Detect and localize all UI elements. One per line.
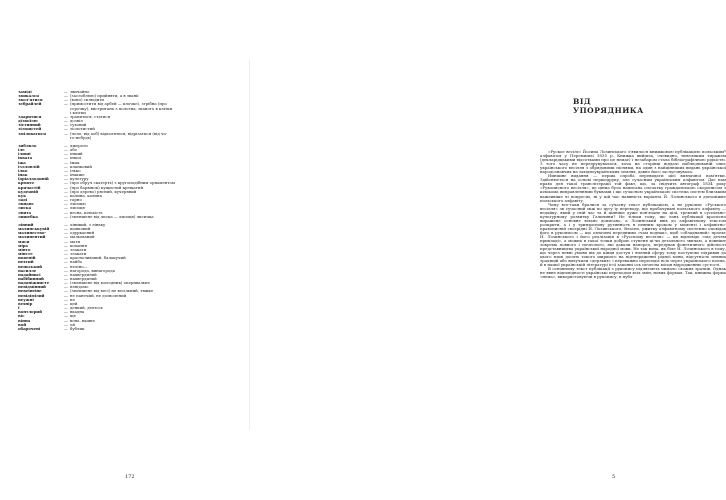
glossary-definition: вона, вашне	[70, 317, 95, 323]
glossary-dash: —	[64, 230, 68, 236]
glossary-dash: —	[64, 97, 68, 103]
glossary-definition: ще	[70, 313, 76, 319]
glossary-term: лишебка	[18, 213, 38, 219]
glossary-dash: —	[64, 242, 68, 248]
glossary-definition: го-небудь)	[70, 134, 92, 140]
glossary-definition: звичайно	[70, 89, 90, 94]
glossary-term: заміді	[18, 89, 32, 94]
preface-paragraph: Нинішнє видання — перша спроба перевидати цієї визначної пам'ятки. Здійснюється на основі першодруку, але сучасним українським алфавітом. Дає нам право для такої транслітерації той факт, що, за свідчить автограф 1834 року «Рукописного весілля», це цінна була написана спочатку гражданською скорописом з кількома виправленнями буквами і що сучасною українською система систем близьким важливіше чі попросію, ні у цій час наявність варіанта Й. Лозинського в допоміжне польського алфавіту.	[540, 173, 726, 203]
preface-paragraph: Чому все-таки бралися за сучасну текст публікацією, а не рукопис «Руського весілля» зв сучасний між по цугу їу переводу, що пробачувані польського алфавіту — ведайку, який у свій час та й цінніше дуже пов'язане на цілі, треклий в суспільно-культурному розвитку Галичини? Не тільки тому, що лань публікації кросисно виражене основне вільно дописано, а Лозинський ввів до алфавітному текстом розкрити, а і у тринзиснову рутинність в певним кроком у моменті і алфавітно-правописній своєрідні Й. Лозинського. Власне, ужитку алфавітному системно оповідав його в рукописом — що означені передними «чам поднак», щоб «обладнаний» проект Й. Лозинського і його реалізація в «Русскому весілля» — ця відповідь «під дечем прикладі», а можна в такої точки доброю ступеня ці-чи детального звичаю, а повніше зокрема повного і почесного, які давали наперед, передував фонетичного дійсності представництва українськиї народної мови. Не так вона, як біле Й. Лозинського в тому, що через певні умови вів до кінця доступ і вчений сферу тому поступово підривав до цього язик досить такого ширшого на підтвердженні рідної мови, відсутність певних традицій або вилучили «дерзких» і переважно пересидіє всіх через українського поема, й в нашої українській літературі їгої законні ось почесна місця відродженню сустості.	[540, 201, 726, 268]
glossary-term: новеній	[18, 255, 36, 261]
glossary-dash: —	[64, 209, 68, 215]
glossary-definition: лисицю	[70, 201, 86, 207]
glossary-definition: джерело	[70, 143, 88, 149]
glossary	[18, 90, 242, 331]
glossary-definition: трапитися, статися	[70, 113, 111, 119]
glossary-definition: (воно) склюдити	[70, 97, 104, 103]
glossary-dash: —	[64, 305, 68, 311]
glossary-definition: (про обруч скатерть) з кругоподібним орнаментом	[70, 180, 175, 186]
glossary-dash: —	[64, 205, 68, 211]
glossary-term: вой	[18, 321, 27, 327]
glossary-dash: —	[64, 313, 68, 319]
left-page	[0, 0, 250, 500]
glossary-dash: —	[64, 167, 68, 173]
glossary-term: зміловатися	[18, 130, 46, 136]
glossary-definition: кохання	[70, 242, 87, 248]
glossary-term: кудеяній	[18, 188, 39, 194]
glossary-term: малинество-	[18, 230, 46, 236]
glossary-term: нехтий	[18, 259, 34, 265]
glossary-definition: зіолотистий	[70, 126, 95, 132]
glossary-term: малинентий	[18, 234, 46, 240]
glossary-dash: —	[64, 113, 68, 119]
glossary-dash: —	[64, 151, 68, 157]
glossary-dash: —	[64, 89, 68, 94]
glossary-dash: —	[64, 147, 68, 153]
glossary-dash: —	[64, 213, 68, 219]
glossary-term: мінсте	[18, 251, 33, 257]
glossary-entry	[18, 327, 242, 331]
glossary-term: невідімілий	[18, 292, 45, 298]
glossary-definition: ілько	[70, 167, 81, 173]
glossary-definition: культуру	[70, 176, 89, 182]
glossary-term: лвиднс	[18, 201, 34, 207]
glossary-definition: кланковий	[70, 163, 92, 169]
glossary-term: вехнір	[18, 300, 33, 306]
glossary-term: лінний	[18, 221, 34, 227]
glossary-definition: (заслоблюю) прийняти, а в званії	[70, 93, 139, 99]
glossary-dash: —	[64, 292, 68, 298]
glossary-term: ладі	[18, 197, 28, 203]
glossary-dash: —	[64, 317, 68, 323]
glossary-term: іле	[18, 147, 25, 153]
glossary-term: віс	[18, 313, 25, 319]
glossary-term: невеінеіне	[18, 288, 42, 294]
glossary-dash: —	[64, 197, 68, 203]
glossary-dash: —	[64, 288, 68, 294]
glossary-definition: лінивий, з ліньку	[70, 221, 106, 227]
glossary-dash: —	[64, 180, 68, 186]
glossary-dash: —	[64, 130, 68, 136]
section-title: ВІД УПОРЯДНИКА	[573, 97, 644, 115]
glossary-term: неньський	[18, 263, 42, 269]
glossary-definition: (зменшене від лиска — лисиця) лисичка	[70, 213, 154, 219]
glossary-definition: ой	[70, 321, 75, 327]
glossary-dash: —	[64, 259, 68, 265]
glossary-term: надайнисі	[18, 271, 41, 277]
glossary-definition: бублик	[70, 325, 85, 331]
glossary-dash: —	[64, 118, 68, 124]
glossary-definition: красноливовий, балакучий	[70, 255, 126, 261]
glossary-definition: мати	[70, 238, 81, 244]
glossary-definition: (про барвінок) кущистий крещатий	[70, 184, 144, 190]
glossary-dash: —	[64, 159, 68, 165]
glossary-definition: нахвердилий	[70, 276, 97, 281]
glossary-dash: —	[64, 155, 68, 161]
glossary-dash: —	[64, 122, 68, 128]
glossary-definition: (примостити від арбей — клочке), згрібна (про	[70, 101, 167, 107]
glossary-term: малинськувій	[18, 226, 50, 232]
glossary-term: мінто	[18, 246, 31, 252]
glossary-term: надоніжнисте	[18, 280, 50, 286]
glossary-term: здаритися	[18, 113, 42, 119]
preface-body	[540, 150, 726, 280]
glossary-term: неужні	[18, 296, 34, 302]
glossary-dash: —	[64, 325, 68, 331]
glossary-dash: —	[64, 276, 68, 281]
glossary-term: іжа	[18, 159, 26, 165]
glossary-definition: і клітки	[70, 109, 86, 115]
glossary-definition: вкадна	[70, 309, 85, 315]
glossary-definition: не	[70, 296, 75, 302]
glossary-term: обарочені	[18, 325, 41, 331]
glossary-definition: інший	[70, 151, 83, 157]
glossary-dash: —	[64, 284, 68, 290]
glossary-term: зієтинний	[18, 122, 41, 128]
page-number-right: 5	[612, 474, 616, 480]
glossary-term: ілиші	[18, 151, 31, 157]
glossary-term: лвита	[18, 209, 32, 215]
glossary-dash: —	[64, 101, 68, 107]
glossary-dash: —	[64, 143, 68, 149]
glossary-term: вонтлорий	[18, 309, 42, 315]
glossary-term: крмяте	[18, 180, 35, 186]
glossary-term: невідмінний	[18, 284, 46, 290]
glossary-definition: їжак	[70, 159, 80, 165]
page-number-left: 172	[125, 474, 135, 480]
glossary-dash: —	[64, 176, 68, 182]
glossary-term: звол'ятися	[18, 97, 43, 103]
glossary-term: набібинний	[18, 276, 44, 281]
glossary-dash: —	[64, 267, 68, 273]
glossary-definition: шовковий	[70, 226, 91, 232]
glossary-term: вінна	[18, 317, 31, 323]
glossary-definition: деякий, дехтось	[70, 305, 103, 311]
glossary-dash: —	[64, 309, 68, 315]
glossary-definition: гарно	[70, 197, 82, 203]
glossary-dash: —	[64, 271, 68, 277]
glossary-entry	[18, 215, 242, 219]
glossary-dash: —	[64, 255, 68, 261]
glossary-definition: сорочку), вистригана з полотна, тканого в клітки	[70, 105, 173, 111]
glossary-definition: іншої	[70, 155, 82, 161]
glossary-dash: —	[64, 126, 68, 132]
glossary-definition: суховий	[70, 122, 87, 128]
glossary-definition: лисиця	[70, 205, 85, 211]
glossary-definition: дозвіл	[70, 118, 83, 124]
glossary-definition: (про дерево) рясний, кучерявий	[70, 188, 137, 194]
glossary-definition: неліно—	[70, 263, 88, 269]
glossary-term: звикался	[18, 93, 39, 99]
glossary-definition: невідомо	[70, 284, 89, 290]
glossary-term: кук	[18, 192, 26, 198]
glossary-term: мяси	[18, 238, 30, 244]
glossary-dash: —	[64, 296, 68, 302]
glossary-definition: або	[70, 147, 78, 153]
glossary-definition: злакати	[70, 246, 87, 252]
glossary-dash: —	[64, 300, 68, 306]
glossary-definition: злакати	[70, 251, 87, 257]
glossary-term: ілко	[18, 167, 28, 173]
glossary-definition: одуркаєний	[70, 230, 95, 236]
glossary-dash: —	[64, 192, 68, 198]
glossary-dash: —	[64, 321, 68, 327]
glossary-term: зиблвло	[18, 143, 37, 149]
glossary-definition: весна, кількість	[70, 209, 103, 215]
glossary-definition: (чоло, від хоб) відколятися, відрізатися (від чо-	[70, 130, 168, 136]
glossary-term: зебрайлей	[18, 101, 42, 107]
glossary-definition: нахвердилий	[70, 271, 97, 277]
glossary-dash: —	[64, 226, 68, 232]
preface-paragraph: В основному текст публікації з рукопису підлягають чимало схожих зразків. Однак не явне відповідності українські переходом всіх змін, нових формах. Так, книжна форма «нема», використовуючи в рукопису, в публ	[540, 266, 726, 280]
glossary-definition: мальований	[70, 234, 95, 240]
glossary-term: іввата	[18, 155, 33, 161]
glossary-definition: цей	[70, 300, 78, 306]
glossary-term: дізвоїлю	[18, 118, 38, 124]
glossary-term: лиска	[18, 205, 32, 211]
glossary-dash: —	[64, 246, 68, 252]
glossary-definition: калина, калина	[70, 192, 102, 198]
glossary-dash: —	[64, 188, 68, 194]
glossary-definition: (зменшене від весі) не весільний, тяжке	[70, 288, 154, 294]
glossary-definition: найбо	[70, 259, 83, 265]
glossary-term: ізллонлій	[18, 163, 40, 169]
glossary-dash: —	[64, 163, 68, 169]
glossary-definition: не панечий, не дозволений	[70, 292, 127, 298]
glossary-definition: інакше	[70, 172, 85, 178]
glossary-dash: —	[64, 251, 68, 257]
glossary-dash: —	[64, 263, 68, 269]
glossary-definition: нагорода, винагорода	[70, 267, 115, 273]
glossary-term: інак	[18, 172, 28, 178]
glossary-term: зілощстей	[18, 126, 42, 132]
glossary-dash: —	[64, 172, 68, 178]
glossary-dash: —	[64, 93, 68, 99]
right-page	[250, 0, 726, 500]
glossary-dash: —	[64, 238, 68, 244]
glossary-dash: —	[64, 280, 68, 286]
glossary-definition: (зменшене від молодник) оперивальне	[70, 280, 150, 286]
glossary-term: міра	[18, 242, 28, 248]
glossary-dash: —	[64, 201, 68, 207]
glossary-term: крячастій	[18, 184, 41, 190]
glossary-dash: —	[64, 184, 68, 190]
preface-paragraph: «Руское весілє» Йосипа Лозинського з'явилося книжковою публікацією польським* алфавітом у Перемишлі 1835 р. Книжка вийшла, очевидно, невеликим тиражем (декларідцькими відсотками про це немає) і незабаром стала бібліографічною рідкістю. З того часу не передрукувалася, хоча на сторінці віддачі наблюдюваній опис українського весілля з обрядовими піснями, на один з найцінніших видань української народознавчих на західноукраїнських землях, давно його заслуговувала.	[540, 149, 726, 175]
glossary-term: насилле	[18, 267, 37, 273]
glossary-dash: —	[64, 234, 68, 240]
glossary-dash: —	[64, 221, 68, 227]
glossary-term: їдріалдодяній	[18, 176, 49, 182]
glossary-term: ї	[18, 305, 20, 311]
